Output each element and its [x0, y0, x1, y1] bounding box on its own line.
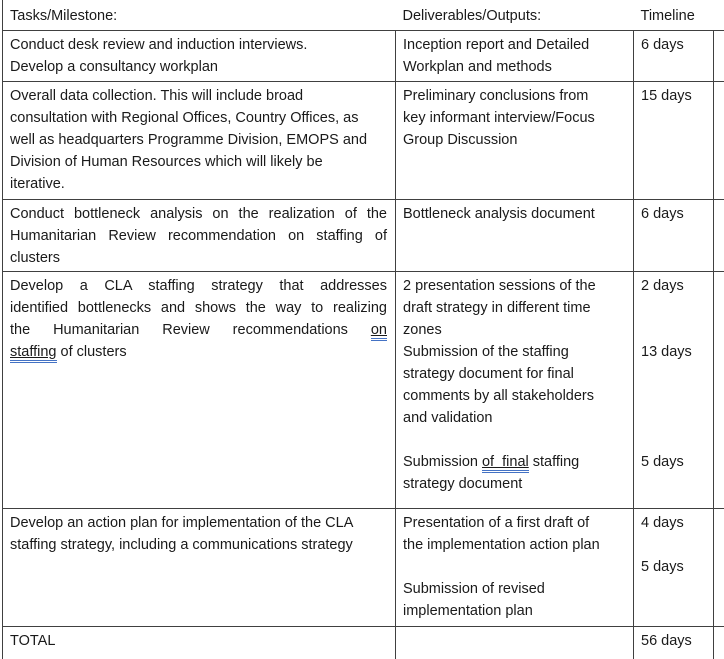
timeline-cell [634, 271, 714, 508]
task-text-segment: the Humanitarian Review recommendations [10, 321, 371, 338]
column-header-timeline: Timeline [634, 0, 714, 30]
deliverables-cell [396, 271, 634, 508]
task-text-line: Overall data collection. This will include broad [10, 87, 304, 104]
task-text-line: Develop an action plan for implementation of the CLA [10, 514, 354, 531]
deliverable-text-segment: staffing [528, 453, 580, 470]
clipped-column-cell [714, 508, 724, 626]
timeline-value: 15 days [641, 87, 692, 104]
deliverable-item [403, 451, 625, 495]
timeline-value: 5 days [641, 453, 684, 470]
clipped-column-cell [714, 271, 724, 508]
deliverable-text-line [403, 451, 625, 473]
timeline-value: 5 days [641, 558, 684, 575]
deliverable-text-line: Preliminary conclusions from [403, 87, 589, 104]
timeline-value: 6 days [641, 36, 684, 53]
deliverable-text-line: Submission of the staffing [403, 343, 569, 360]
timeline-value: 13 days [641, 343, 692, 360]
table-row [3, 199, 724, 271]
deliverables-cell [396, 30, 634, 81]
deliverable-text-line: Workplan and methods [403, 58, 552, 75]
task-cell [3, 508, 396, 626]
table-row [3, 508, 724, 626]
clipped-column-cell [714, 626, 724, 659]
task-text-line: clusters [10, 249, 60, 266]
column-header-deliverables: Deliverables/Outputs: [396, 0, 634, 30]
deliverable-text-line: Inception report and Detailed [403, 36, 590, 53]
task-text-line: Conduct desk review and induction interviews. [10, 36, 308, 53]
grammar-underlined-text: of final [482, 454, 529, 473]
task-text-line [10, 341, 387, 363]
deliverables-cell [396, 81, 634, 199]
table-row [3, 81, 724, 199]
task-text-line [10, 319, 387, 341]
deliverable-text-line: comments by all stakeholders [403, 387, 594, 404]
deliverable-item [403, 34, 625, 78]
deliverables-cell [396, 508, 634, 626]
deliverables-cell [396, 199, 634, 271]
task-text-line: well as headquarters Programme Division, EMOPS and [10, 131, 368, 148]
task-cell [3, 30, 396, 81]
task-text-segment: of clusters [56, 343, 127, 360]
timeline-value: 6 days [641, 205, 684, 222]
table-row [3, 271, 724, 508]
grammar-underlined-text: staffing [10, 344, 57, 363]
deliverable-text-line: the implementation action plan [403, 536, 600, 553]
deliverable-text-line: implementation plan [403, 602, 533, 619]
task-cell [3, 626, 396, 659]
deliverable-text-line: Submission of revised [403, 580, 545, 597]
deliverable-item [403, 578, 625, 622]
task-text-line: Humanitarian Review recommendation on staffing of [10, 227, 387, 244]
schedule-table [2, 0, 724, 659]
deliverable-item [403, 275, 625, 341]
deliverable-text-line: strategy document for final [403, 365, 574, 382]
column-header-tasks: Tasks/Milestone: [3, 0, 396, 30]
grammar-underlined-text: on [371, 322, 387, 341]
timeline-cell [634, 508, 714, 626]
task-cell [3, 199, 396, 271]
deliverable-text-line: key informant interview/Focus [403, 109, 595, 126]
deliverable-text-line: Group Discussion [403, 131, 518, 148]
clipped-column-cell [714, 30, 724, 81]
timeline-cell [634, 81, 714, 199]
deliverable-text-line: zones [403, 321, 442, 338]
task-text-line: Conduct bottleneck analysis on the realization of the [10, 205, 387, 222]
deliverable-item [403, 203, 625, 225]
task-text-line: Develop a CLA staffing strategy that addresses [10, 277, 387, 294]
table-row [3, 30, 724, 81]
table-header-row [3, 0, 724, 30]
deliverable-text-line: strategy document [403, 475, 523, 492]
task-text-line: Develop a consultancy workplan [10, 58, 218, 75]
clipped-column-cell [714, 81, 724, 199]
task-cell [3, 81, 396, 199]
clipped-column-cell [714, 199, 724, 271]
clipped-column-header [714, 0, 724, 30]
deliverable-text-line: draft strategy in different time [403, 299, 591, 316]
deliverable-text-line: Presentation of a first draft of [403, 514, 590, 531]
task-text-line: consultation with Regional Offices, Country Offices, as [10, 109, 359, 126]
timeline-cell [634, 30, 714, 81]
timeline-cell [634, 199, 714, 271]
deliverable-text-line: and validation [403, 409, 493, 426]
deliverables-cell [396, 626, 634, 659]
timeline-value: 4 days [641, 514, 684, 531]
deliverable-text-line: 2 presentation sessions of the [403, 277, 596, 294]
task-text-line: identified bottlenecks and shows the way to realizing [10, 299, 387, 316]
table-row-total [3, 626, 724, 659]
deliverable-text-line: Bottleneck analysis document [403, 205, 595, 222]
task-text-line: staffing strategy, including a communications strategy [10, 536, 353, 553]
timeline-cell [634, 626, 714, 659]
timeline-total-value: 56 days [641, 632, 692, 649]
task-text-line: iterative. [10, 175, 65, 192]
deliverable-text-segment: Submission [403, 453, 482, 470]
total-label: TOTAL [10, 632, 56, 649]
deliverable-item [403, 85, 625, 151]
task-text-line: Division of Human Resources which will likely be [10, 153, 323, 170]
deliverable-item [403, 341, 625, 429]
task-cell [3, 271, 396, 508]
deliverable-item [403, 512, 625, 556]
timeline-value: 2 days [641, 277, 684, 294]
